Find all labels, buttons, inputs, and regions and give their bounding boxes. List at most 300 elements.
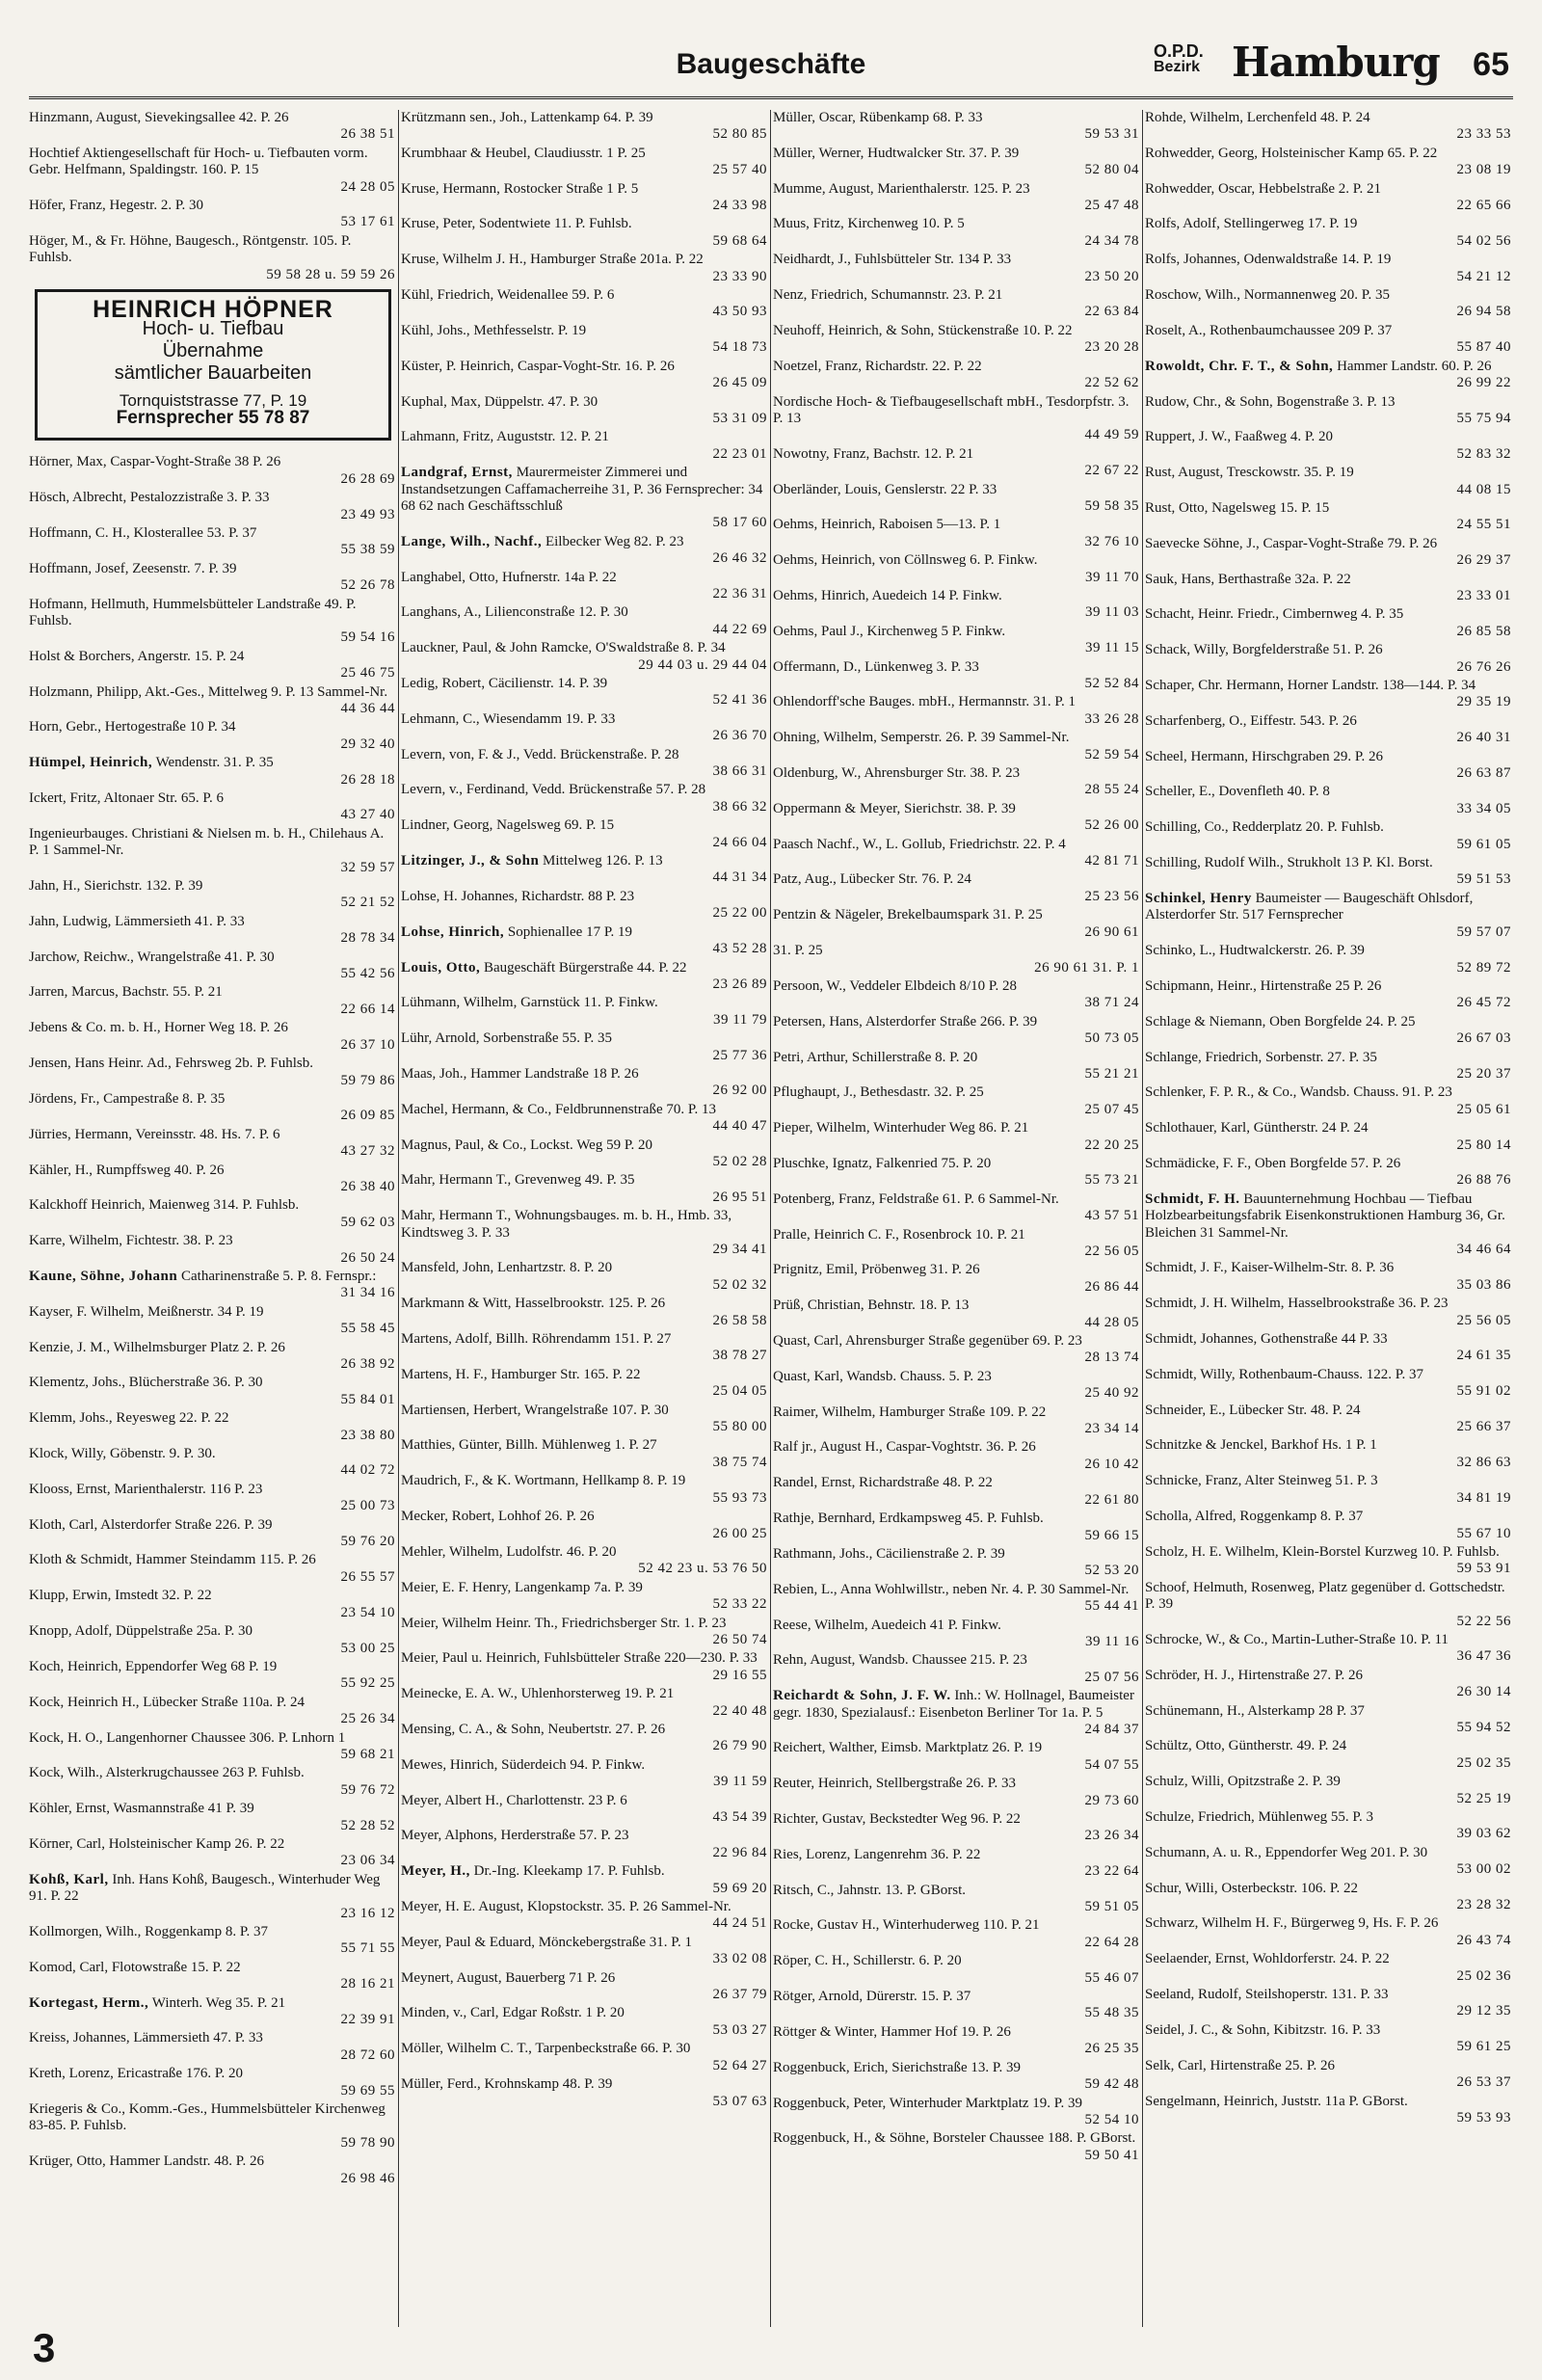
entry-name: Ohning, Wilhelm, Semperstr. 26. P. 39 Sammel-Nr. (773, 730, 1070, 746)
entry-name: Schmädicke, F. F., Oben Borgfelde 57. P. 26 (1145, 1155, 1401, 1171)
entry-phone: 44 40 47 (712, 1118, 767, 1135)
entry-phone: 26 28 69 (340, 470, 395, 487)
entry-name: Schlange, Friedrich, Sorbenstr. 27. P. 35 (1145, 1049, 1377, 1065)
entry-phone: 43 57 51 (1084, 1208, 1139, 1224)
entry-phone: 25 77 36 (712, 1047, 767, 1063)
directory-entry (401, 1437, 769, 1471)
entry-phone: 26 46 32 (712, 550, 767, 567)
entry-phone: 26 53 37 (1456, 2074, 1511, 2091)
entry-name: Lühr, Arnold, Sorbenstraße 55. P. 35 (401, 1030, 612, 1047)
entry-phone: 26 95 51 (712, 1189, 767, 1205)
entry-phone: 23 50 20 (1084, 268, 1139, 284)
entry-name: Rust, Otto, Nagelsweg 15. P. 15 (1145, 499, 1330, 516)
entry-phone: 26 38 40 (340, 1178, 395, 1194)
directory-entry (401, 216, 769, 250)
entry-phone: 43 52 28 (712, 941, 767, 957)
entry-phone: 25 04 05 (712, 1383, 767, 1400)
directory-entry (29, 2030, 397, 2064)
directory-entry (1145, 819, 1513, 853)
entry-phone: 44 28 05 (1084, 1314, 1139, 1330)
entry-name: Kriegeris & Co., Komm.-Ges., Hummelsbütteler Kirchenweg 83-85. P. Fuhlsb. (29, 2101, 386, 2134)
directory-entry (29, 1375, 397, 1408)
entry-name: Jördens, Fr., Campestraße 8. P. 35 (29, 1090, 226, 1107)
entry-address: Wendenstr. 31. P. 35 (152, 755, 274, 771)
ad-phone: Fernsprecher 55 78 87 (116, 407, 310, 428)
entry-phone: 25 07 45 (1084, 1101, 1139, 1117)
entry-name: Roselt, A., Rothenbaumchaussee 209 P. 37 (1145, 322, 1393, 338)
entry-phone: 23 16 12 (340, 1905, 395, 1921)
entry-phone: 52 28 52 (340, 1817, 395, 1833)
directory-entry (29, 561, 397, 595)
entry-phone: 24 61 35 (1456, 1348, 1511, 1364)
entry-name: Oberländer, Louis, Genslerstr. 22 P. 33 (773, 481, 997, 497)
entry-name: Müller, Oscar, Rübenkamp 68. P. 33 (773, 110, 983, 125)
entry-name: Schmidt, Johannes, Gothenstraße 44 P. 33 (1145, 1331, 1388, 1348)
entry-phone: 55 71 55 (340, 1940, 395, 1957)
page-number: 65 (1473, 46, 1509, 83)
entry-phone: 39 11 70 (1085, 569, 1139, 585)
entry-name: Meyer, Alphons, Herderstraße 57. P. 23 (401, 1828, 629, 1844)
entry-phone: 24 84 37 (1084, 1721, 1139, 1737)
entry-name: Ritsch, C., Jahnstr. 13. P. GBorst. (773, 1882, 967, 1898)
entry-name: Litzinger, J., & Sohn (401, 853, 540, 869)
directory-entry (401, 1102, 769, 1136)
directory-entry (401, 1172, 769, 1206)
entry-name: Oppermann & Meyer, Sierichstr. 38. P. 39 (773, 800, 1016, 816)
entry-name: Röttger & Winter, Hammer Hof 19. P. 26 (773, 2023, 1011, 2040)
entry-phone: 38 75 74 (712, 1454, 767, 1470)
entry-phone: 26 92 00 (712, 1083, 767, 1099)
directory-entry (773, 907, 1141, 941)
directory-entry (1145, 1738, 1513, 1772)
entry-name: Rust, August, Tresckowstr. 35. P. 19 (1145, 465, 1354, 481)
directory-entry (29, 1623, 397, 1657)
directory-entry (773, 1014, 1141, 1048)
entry-phone: 53 07 63 (712, 2093, 767, 2109)
directory-entry (401, 747, 769, 781)
directory-entry (401, 146, 769, 179)
entry-phone: 53 03 27 (712, 2021, 767, 2038)
entry-phone: 39 11 59 (713, 1774, 767, 1790)
directory-entry (29, 1872, 397, 1922)
entry-phone: 28 72 60 (340, 2046, 395, 2063)
entry-phone: 26 55 57 (340, 1568, 395, 1585)
directory-entry (29, 949, 397, 983)
directory-entry (773, 287, 1141, 321)
entry-phone: 26 25 35 (1084, 2041, 1139, 2057)
entry-name: Mumme, August, Marienthalerstr. 125. P. 23 (773, 180, 1030, 197)
directory-entry (29, 2153, 397, 2187)
directory-entry (401, 1935, 769, 1968)
column-divider (770, 110, 771, 2327)
entry-phone: 39 03 62 (1456, 1826, 1511, 1842)
directory-entry (29, 2066, 397, 2099)
entry-name: Ruppert, J. W., Faaßweg 4. P. 20 (1145, 429, 1333, 445)
directory-entry (773, 1369, 1141, 1403)
entry-name: Kloth, Carl, Alsterdorfer Straße 226. P. 39 (29, 1516, 273, 1533)
entry-name: Klemm, Johs., Reyesweg 22. P. 22 (29, 1410, 229, 1427)
entry-phone: 22 63 84 (1084, 304, 1139, 320)
entry-phone: 52 25 19 (1456, 1790, 1511, 1806)
entry-phone: 53 00 25 (340, 1640, 395, 1656)
entry-name: Richter, Gustav, Beckstedter Weg 96. P. 22 (773, 1811, 1021, 1827)
entry-phone: 24 28 05 (340, 178, 395, 195)
directory-entry (773, 1953, 1141, 1987)
entry-name: Lühmann, Wilhelm, Garnstück 11. P. Finkw. (401, 995, 658, 1011)
entry-name: Küster, P. Heinrich, Caspar-Voght-Str. 16. P. 26 (401, 358, 675, 374)
entry-name: Kalckhoff Heinrich, Maienweg 314. P. Fuhlsb. (29, 1197, 300, 1214)
directory-entry (773, 588, 1141, 622)
entry-phone: 55 48 35 (1084, 2005, 1139, 2021)
entry-name: Meynert, August, Bauerberg 71 P. 26 (401, 1969, 616, 1986)
directory-entry (1145, 1809, 1513, 1843)
directory-entry (401, 1686, 769, 1720)
entry-phone: 25 26 34 (340, 1711, 395, 1727)
entry-phone: 22 56 05 (1084, 1243, 1139, 1259)
entry-phone: 23 06 34 (340, 1853, 395, 1869)
entry-address: Winterh. Weg 35. P. 21 (148, 1994, 286, 2011)
entry-name: Patz, Aug., Lübecker Str. 76. P. 24 (773, 871, 971, 888)
directory-entry (29, 1197, 397, 1231)
directory-entry (401, 1828, 769, 1861)
entry-name: Neidhardt, J., Fuhlsbütteler Str. 134 P. 33 (773, 252, 1012, 268)
entry-name: Rowoldt, Chr. F. T., & Sohn, (1145, 358, 1334, 374)
directory-entry (1145, 784, 1513, 817)
entry-address: Mittelweg 126. P. 13 (539, 853, 663, 869)
entry-phone: 44 31 34 (712, 869, 767, 886)
entry-phone: 29 44 03 u. 29 44 04 (638, 656, 767, 673)
entry-phone: 24 34 78 (1084, 232, 1139, 249)
entry-phone: 26 90 61 (1084, 923, 1139, 940)
ad-line: sämtlicher Bauarbeiten (114, 362, 312, 385)
entry-phone: 50 73 05 (1084, 1030, 1139, 1047)
directory-entry (1145, 713, 1513, 747)
entry-name: Köhler, Ernst, Wasmannstraße 41 P. 39 (29, 1801, 254, 1817)
entry-phone: 26 40 31 (1456, 730, 1511, 746)
entry-phone: 22 65 66 (1456, 198, 1511, 214)
directory-entry (773, 2130, 1141, 2164)
directory-entry (401, 1616, 769, 1649)
directory-entry (401, 853, 769, 887)
entry-phone: 52 52 84 (1084, 676, 1139, 691)
entry-name: Meyer, Paul & Eduard, Mönckebergstraße 31. P. 1 (401, 1934, 692, 1950)
entry-phone: 26 86 44 (1084, 1278, 1139, 1295)
entry-name: Schinkel, Henry (1145, 890, 1252, 906)
entry-name: Meyer, Albert H., Charlottenstr. 23 P. 6 (401, 1792, 627, 1808)
directory-entry (29, 790, 397, 824)
entry-name: Seelaender, Ernst, Wohldorferstr. 24. P. 22 (1145, 1951, 1390, 1967)
directory-entry (29, 1836, 397, 1870)
directory-entry (401, 2041, 769, 2074)
directory-entry (29, 1056, 397, 1089)
entry-phone: 28 13 74 (1084, 1350, 1139, 1366)
directory-entry (1145, 1156, 1513, 1190)
directory-entry (401, 1473, 769, 1507)
entry-phone: 25 66 37 (1456, 1419, 1511, 1435)
entry-phone: 22 40 48 (712, 1702, 767, 1719)
directory-entry (773, 216, 1141, 250)
entry-phone: 26 09 85 (340, 1108, 395, 1124)
directory-entry (29, 1588, 397, 1621)
entry-phone: 26 58 58 (712, 1312, 767, 1328)
entry-phone: 23 54 10 (340, 1604, 395, 1620)
entry-name: Meier, E. F. Henry, Langenkamp 7a. P. 39 (401, 1579, 643, 1595)
directory-entry (29, 984, 397, 1018)
directory-entry (1145, 1509, 1513, 1542)
directory-entry (401, 782, 769, 816)
entry-name: Kreiss, Johannes, Lämmersieth 47. P. 33 (29, 2030, 263, 2046)
entry-name: Schaper, Chr. Hermann, Horner Landstr. 138—144. P. 34 (1145, 678, 1476, 693)
directory-entry (401, 676, 769, 709)
entry-phone: 23 33 53 (1456, 126, 1511, 143)
entry-name: Jarchow, Reichw., Wrangelstraße 41. P. 30 (29, 949, 275, 965)
entry-phone: 26 90 61 31. P. 1 (1034, 959, 1139, 976)
directory-entry (29, 719, 397, 753)
entry-name: Schlenker, F. P. R., & Co., Wandsb. Chauss. 91. P. 23 (1145, 1084, 1452, 1101)
entry-name: Langhans, A., Lilienconstraße 12. P. 30 (401, 604, 628, 621)
entry-name: Kock, Heinrich H., Lübecker Straße 110a. P. 24 (29, 1694, 306, 1710)
entry-phone: 24 33 98 (712, 198, 767, 214)
entry-address: Hammer Landstr. 60. P. 26 (1333, 358, 1492, 374)
entry-name: Kruse, Hermann, Rostocker Straße 1 P. 5 (401, 180, 639, 197)
entry-phone: 23 28 32 (1456, 1897, 1511, 1913)
entry-phone: 31 34 16 (340, 1285, 395, 1301)
entry-phone: 59 53 91 (1456, 1561, 1511, 1577)
directory-entry (401, 1544, 769, 1578)
entry-phone: 55 38 59 (340, 542, 395, 558)
entry-name: Markmann & Witt, Hasselbrookstr. 125. P. 26 (401, 1296, 666, 1312)
directory-columns (29, 110, 1513, 2337)
entry-phone: 43 27 32 (340, 1143, 395, 1160)
directory-entry (1145, 642, 1513, 676)
entry-phone: 25 00 73 (340, 1498, 395, 1514)
directory-entry (773, 1227, 1141, 1261)
entry-name: Neuhoff, Heinrich, & Sohn, Stückenstraße 10. P. 22 (773, 322, 1073, 338)
entry-phone: 29 16 55 (712, 1667, 767, 1683)
directory-entry (29, 1517, 397, 1551)
directory-entry (401, 1208, 769, 1258)
entry-phone: 26 00 25 (712, 1525, 767, 1541)
column-2 (401, 110, 769, 2337)
entry-phone: 32 86 63 (1456, 1454, 1511, 1470)
directory-entry (773, 1475, 1141, 1509)
directory-entry (401, 1722, 769, 1755)
entry-name: Müller, Ferd., Krohnskamp 48. P. 39 (401, 2076, 613, 2093)
directory-entry (401, 1030, 769, 1064)
entry-name: Hoffmann, Josef, Zeesenstr. 7. P. 39 (29, 560, 237, 576)
entry-phone: 25 56 05 (1456, 1312, 1511, 1328)
entry-phone: 36 47 36 (1456, 1648, 1511, 1665)
entry-name: Mensing, C. A., & Sohn, Neubertstr. 27. P. 26 (401, 1721, 666, 1737)
directory-entry (1145, 1437, 1513, 1471)
directory-entry (773, 1404, 1141, 1438)
entry-name: Kock, H. O., Langenhorner Chaussee 306. P. Lnhorn 1 (29, 1729, 346, 1746)
entry-phone: 55 42 56 (340, 966, 395, 982)
directory-entry (401, 429, 769, 463)
entry-name: Schnicke, Franz, Alter Steinweg 51. P. 3 (1145, 1473, 1378, 1489)
entry-phone: 23 34 14 (1084, 1421, 1139, 1437)
entry-phone: 26 30 14 (1456, 1684, 1511, 1700)
directory-entry (773, 1917, 1141, 1951)
directory-entry (1145, 1845, 1513, 1879)
directory-entry (29, 1410, 397, 1444)
page-header (29, 37, 1513, 99)
directory-entry (401, 359, 769, 392)
entry-phone: 39 11 15 (1085, 640, 1139, 656)
directory-entry (1145, 891, 1513, 941)
entry-name: Prüß, Christian, Behnstr. 18. P. 13 (773, 1297, 970, 1314)
entry-phone: 38 66 32 (712, 798, 767, 815)
directory-entry (773, 1652, 1141, 1686)
entry-phone: 55 84 01 (340, 1391, 395, 1407)
entry-name: Machel, Hermann, & Co., Feldbrunnenstraße 70. P. 13 (401, 1101, 717, 1117)
entry-name: Hörner, Max, Caspar-Voght-Straße 38 P. 26 (29, 454, 281, 470)
entry-name: Schlage & Niemann, Oben Borgfelde 24. P. 25 (1145, 1013, 1416, 1030)
directory-entry (773, 694, 1141, 728)
entry-name: Louis, Otto, (401, 959, 481, 976)
directory-entry (773, 1084, 1141, 1118)
directory-entry (29, 490, 397, 523)
entry-phone: 22 61 80 (1084, 1491, 1139, 1508)
entry-phone: 55 75 94 (1456, 410, 1511, 426)
directory-entry (773, 871, 1141, 905)
directory-entry (29, 1233, 397, 1267)
directory-entry (401, 640, 769, 674)
entry-name: Rolfs, Adolf, Stellingerweg 17. P. 19 (1145, 216, 1358, 232)
entry-name: Jebens & Co. m. b. H., Horner Weg 18. P. 26 (29, 1020, 288, 1036)
directory-entry (1145, 500, 1513, 534)
entry-name: Maudrich, F., & K. Wortmann, Hellkamp 8. P. 19 (401, 1473, 686, 1489)
directory-entry (401, 924, 769, 958)
entry-phone: 59 68 21 (340, 1746, 395, 1762)
entry-name: Schilling, Co., Redderplatz 20. P. Fuhlsb. (1145, 819, 1384, 836)
entry-name: Schmidt, F. H. (1145, 1190, 1240, 1207)
directory-entry (29, 597, 397, 647)
directory-entry (1145, 1367, 1513, 1401)
entry-name: Knopp, Adolf, Düppelstraße 25a. P. 30 (29, 1623, 253, 1640)
entry-phone: 38 78 27 (712, 1348, 767, 1364)
entry-name: Schröder, H. J., Hirtenstraße 27. P. 26 (1145, 1667, 1364, 1683)
entry-name: Mewes, Hinrich, Süderdeich 94. P. Finkw. (401, 1756, 646, 1773)
directory-entry (1145, 1580, 1513, 1630)
directory-entry (29, 1340, 397, 1374)
column-divider (398, 110, 399, 2327)
entry-address: Bauunternehmung Hochbau — Tiefbau Holzbearbeitungsfabrik Eisenkonstruktionen Hamburg 36, Gr. Bleichen 31 Sammel-Nr. (1145, 1190, 1505, 1241)
directory-entry (773, 146, 1141, 179)
entry-phone: 26 63 87 (1456, 765, 1511, 782)
entry-name: Reuter, Heinrich, Stellbergstraße 26. P. 33 (773, 1776, 1016, 1792)
entry-phone: 28 78 34 (340, 930, 395, 947)
entry-phone: 52 54 10 (1084, 2111, 1139, 2127)
entry-phone: 34 46 64 (1456, 1242, 1511, 1257)
entry-address: Inh.: W. Hollnagel, Baumeister gegr. 1830, Spezialausf.: Eisenbeton Berliner Tor 1a. P. 5 (773, 1688, 1134, 1721)
entry-name: Müller, Werner, Hudtwalcker Str. 37. P. 39 (773, 145, 1020, 161)
entry-name: Offermann, D., Lünkenweg 3. P. 33 (773, 658, 979, 675)
entry-name: Rohde, Wilhelm, Lerchenfeld 48. P. 24 (1145, 110, 1370, 125)
entry-name: Petri, Arthur, Schillerstraße 8. P. 20 (773, 1049, 978, 1065)
entry-name: Minden, v., Carl, Edgar Roßstr. 1 P. 20 (401, 2005, 625, 2021)
entry-name: Jarren, Marcus, Bachstr. 55. P. 21 (29, 984, 223, 1001)
entry-phone: 52 41 36 (712, 692, 767, 709)
entry-phone: 33 26 28 (1084, 710, 1139, 727)
entry-name: Landgraf, Ernst, (401, 465, 513, 481)
entry-name: Jahn, H., Sierichstr. 132. P. 39 (29, 878, 203, 895)
entry-phone: 23 33 90 (712, 268, 767, 284)
entry-phone: 58 17 60 (712, 515, 767, 531)
directory-entry (1145, 1296, 1513, 1329)
entry-name: Schlothauer, Karl, Güntherstr. 24 P. 24 (1145, 1120, 1369, 1137)
directory-entry (401, 1970, 769, 2004)
entry-name: Schilling, Rudolf Wilh., Strukholt 13 P. Kl. Borst. (1145, 855, 1433, 871)
entry-name: Kuphal, Max, Düppelstr. 47. P. 30 (401, 393, 598, 410)
directory-entry (401, 711, 769, 745)
entry-name: Schoof, Helmuth, Rosenweg, Platz gegenüber d. Gottschedstr. P. 39 (1145, 1579, 1505, 1613)
entry-phone: 25 05 61 (1456, 1101, 1511, 1117)
directory-entry (773, 1439, 1141, 1473)
entry-name: Meier, Paul u. Heinrich, Fuhlsbütteler Straße 220—230. P. 33 (401, 1650, 758, 1667)
directory-entry (401, 1403, 769, 1436)
directory-entry (1145, 323, 1513, 357)
entry-name: Kähler, H., Rumpffsweg 40. P. 26 (29, 1162, 225, 1178)
directory-entry (773, 482, 1141, 516)
directory-entry (29, 1801, 397, 1834)
entry-phone: 53 31 09 (712, 410, 767, 426)
directory-entry (773, 252, 1141, 285)
entry-name: Meyer, H., (401, 1863, 470, 1880)
entry-name: Kloth & Schmidt, Hammer Steindamm 115. P. 26 (29, 1552, 316, 1568)
directory-entry (1145, 1050, 1513, 1083)
directory-entry (29, 1765, 397, 1799)
entry-name: Schacht, Heinr. Friedr., Cimbernweg 4. P. 35 (1145, 606, 1404, 623)
entry-phone: 22 52 62 (1084, 375, 1139, 391)
directory-entry (29, 233, 397, 283)
entry-name: Ledig, Robert, Cäcilienstr. 14. P. 39 (401, 676, 608, 691)
directory-entry (773, 517, 1141, 550)
entry-name: Martiensen, Herbert, Wrangelstraße 107. P. 30 (401, 1402, 669, 1418)
entry-phone: 25 22 00 (712, 905, 767, 922)
entry-phone: 26 50 74 (712, 1631, 767, 1647)
directory-entry (1145, 1881, 1513, 1914)
entry-name: Schinko, L., Hudtwalckerstr. 26. P. 39 (1145, 943, 1365, 959)
directory-entry (1145, 2094, 1513, 2127)
signature-mark: 3 (33, 2325, 56, 2370)
entry-name: Scharfenberg, O., Eiffestr. 543. P. 26 (1145, 712, 1357, 729)
ad-line: Hoch- u. Tiefbau (142, 318, 284, 340)
entry-name: Hümpel, Heinrich, (29, 755, 153, 771)
entry-phone: 25 80 14 (1456, 1137, 1511, 1153)
entry-name: Roschow, Wilh., Normannenweg 20. P. 35 (1145, 287, 1390, 304)
ad-company-name: HEINRICH HÖPNER (93, 296, 333, 324)
entry-phone: 52 26 00 (1084, 817, 1139, 834)
entry-name: Kühl, Johs., Methfesselstr. P. 19 (401, 322, 587, 338)
entry-phone: 33 34 05 (1456, 800, 1511, 816)
directory-entry (29, 1995, 397, 2029)
entry-phone: 52 26 78 (340, 577, 395, 594)
entry-name: Mahr, Hermann T., Wohnungsbauges. m. b. H., Hmb. 33, Kindtsweg 3. P. 33 (401, 1208, 732, 1241)
entry-phone: 52 21 52 (340, 895, 395, 911)
entry-name: Mahr, Hermann T., Grevenweg 49. P. 35 (401, 1172, 635, 1189)
entry-phone: 55 80 00 (712, 1419, 767, 1435)
entry-phone: 39 11 79 (713, 1011, 767, 1028)
column-1 (29, 110, 397, 2337)
entry-phone: 26 76 26 (1456, 658, 1511, 675)
directory-entry (29, 1924, 397, 1958)
entry-name: Roggenbuck, H., & Söhne, Borsteler Chaussee 188. P. GBorst. (773, 2130, 1136, 2147)
directory-entry (773, 2060, 1141, 2094)
entry-name: Klupp, Erwin, Imstedt 32. P. 22 (29, 1588, 212, 1604)
column-divider (1142, 110, 1143, 2327)
entry-name: Seeland, Rudolf, Steilshoperstr. 131. P. 33 (1145, 1987, 1389, 2003)
